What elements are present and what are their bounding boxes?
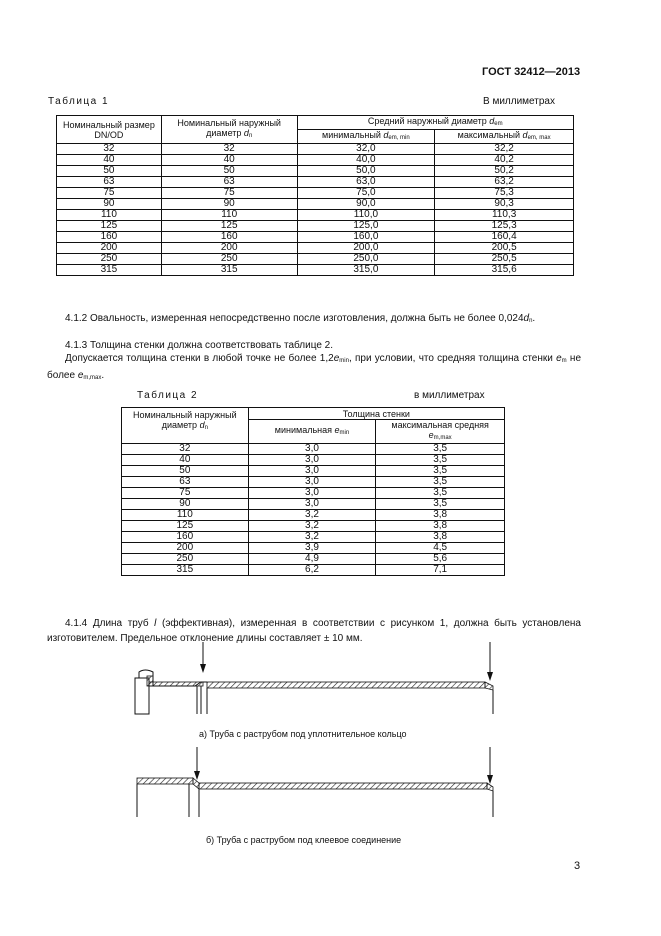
table-cell: 110 xyxy=(161,210,297,221)
figure-b-caption: б) Труба с раструбом под клеевое соединение xyxy=(206,835,402,845)
table-row xyxy=(122,477,505,488)
table-cell: 315,6 xyxy=(435,265,574,276)
figure-a-pipe-socket-ring xyxy=(125,640,505,725)
table-cell: 5,6 xyxy=(376,554,505,565)
paragraph-allowance: Допускается толщина стенки в любой точке не более $1,2e_{min}$, при условии, что средняя толщина стенки $e_m$ не более $e_{m,max}$. xyxy=(47,353,582,381)
table-row xyxy=(122,565,505,576)
table-cell: 75 xyxy=(161,188,297,199)
figure-a-caption: а) Труба с раструбом под уплотнительное кольцо xyxy=(199,729,407,739)
table1-units: В миллиметрах xyxy=(483,96,555,107)
table-cell: 40 xyxy=(122,455,249,466)
table-row xyxy=(57,155,574,166)
table-cell: 63,2 xyxy=(435,177,574,188)
table-cell: 125 xyxy=(57,221,162,232)
table-cell: 50,2 xyxy=(435,166,574,177)
table-cell: 4,9 xyxy=(248,554,376,565)
figure-b-pipe-socket-glue xyxy=(125,745,505,825)
table2-caption: Таблица 2 xyxy=(137,390,199,401)
table-cell: 75,0 xyxy=(297,188,435,199)
table-cell: 75 xyxy=(57,188,162,199)
table-cell: 125,0 xyxy=(297,221,435,232)
table-cell: 40 xyxy=(161,155,297,166)
table-row xyxy=(57,265,574,276)
table-cell: 3,0 xyxy=(248,466,376,477)
table-cell: 3,8 xyxy=(376,532,505,543)
table-cell: 110,0 xyxy=(297,210,435,221)
table-cell: 3,5 xyxy=(376,499,505,510)
table-row xyxy=(57,210,574,221)
table1-caption: Таблица 1 xyxy=(48,96,110,107)
table1-header-max: максимальный $d_{em, max}$ xyxy=(435,130,574,144)
table-cell: 4,5 xyxy=(376,543,505,554)
table-cell: 315 xyxy=(122,565,249,576)
table-cell: 3,9 xyxy=(248,543,376,554)
table1-header-nominal-outer: Номинальный наружный диаметр $d_n$ xyxy=(161,116,297,144)
table-cell: 32,2 xyxy=(435,144,574,155)
table1-header-nominal-size: Номинальный размер DN/OD xyxy=(57,116,162,144)
table-cell: 63,0 xyxy=(297,177,435,188)
table-cell: 40,2 xyxy=(435,155,574,166)
table-cell: 250,0 xyxy=(297,254,435,265)
table2-header-nominal-outer: Номинальный наружный диаметр $d_n$ xyxy=(122,408,249,444)
table-cell: 200 xyxy=(161,243,297,254)
table-row xyxy=(122,510,505,521)
table-cell: 90,0 xyxy=(297,199,435,210)
table-row xyxy=(57,199,574,210)
table-cell: 75 xyxy=(122,488,249,499)
table-cell: 90,3 xyxy=(435,199,574,210)
table-cell: 40,0 xyxy=(297,155,435,166)
table-row xyxy=(122,554,505,565)
table2-header-max: максимальная средняя $e_{m,max}$ xyxy=(376,420,505,444)
table-cell: 32 xyxy=(161,144,297,155)
table1 xyxy=(56,115,574,276)
table-cell: 50,0 xyxy=(297,166,435,177)
table-row xyxy=(122,444,505,455)
table-cell: 3,0 xyxy=(248,444,376,455)
table-row xyxy=(122,488,505,499)
table1-header-mean-outer: Средний наружный диаметр $d_{em}$ xyxy=(297,116,573,130)
table-cell: 3,5 xyxy=(376,466,505,477)
table-cell: 200,5 xyxy=(435,243,574,254)
table-cell: 3,5 xyxy=(376,488,505,499)
table-cell: 32,0 xyxy=(297,144,435,155)
table-cell: 160 xyxy=(122,532,249,543)
table-row xyxy=(57,221,574,232)
table-cell: 3,5 xyxy=(376,444,505,455)
table-cell: 160,0 xyxy=(297,232,435,243)
table-cell: 125 xyxy=(122,521,249,532)
table-row xyxy=(57,243,574,254)
table-row xyxy=(57,166,574,177)
paragraph-4-1-3: 4.1.3 Толщина стенки должна соответствовать таблице 2. xyxy=(65,340,334,351)
table-cell: 110 xyxy=(57,210,162,221)
table-cell: 200 xyxy=(57,243,162,254)
table-row xyxy=(57,144,574,155)
table-cell: 6,2 xyxy=(248,565,376,576)
table-cell: 110,3 xyxy=(435,210,574,221)
table-cell: 50 xyxy=(161,166,297,177)
table-cell: 50 xyxy=(122,466,249,477)
table-cell: 3,8 xyxy=(376,521,505,532)
table-cell: 250 xyxy=(122,554,249,565)
table-cell: 125 xyxy=(161,221,297,232)
table-row xyxy=(57,188,574,199)
standard-number: ГОСТ 32412—2013 xyxy=(482,66,581,78)
table-cell: 63 xyxy=(57,177,162,188)
table-cell: 50 xyxy=(57,166,162,177)
table-cell: 32 xyxy=(122,444,249,455)
table-row xyxy=(122,499,505,510)
table-row xyxy=(57,232,574,243)
table-cell: 32 xyxy=(57,144,162,155)
table-cell: 3,0 xyxy=(248,455,376,466)
table-cell: 63 xyxy=(161,177,297,188)
table-cell: 40 xyxy=(57,155,162,166)
table-cell: 315,0 xyxy=(297,265,435,276)
table-cell: 160,4 xyxy=(435,232,574,243)
table-row xyxy=(122,466,505,477)
table-cell: 63 xyxy=(122,477,249,488)
table-cell: 7,1 xyxy=(376,565,505,576)
table-cell: 160 xyxy=(161,232,297,243)
table-row xyxy=(122,455,505,466)
table2-units: в миллиметрах xyxy=(414,390,485,401)
paragraph-4-1-4: 4.1.4 Длина труб l (эффективная), измеренная в соответствии с рисунком 1, должна быть установлена изготовителем. Предельное отклонение длины составляет ± 10 мм. xyxy=(47,618,581,644)
table-cell: 3,8 xyxy=(376,510,505,521)
table-cell: 3,0 xyxy=(248,488,376,499)
table-row xyxy=(122,543,505,554)
table-row xyxy=(122,521,505,532)
table2-header-min: минимальная $e_{min}$ xyxy=(248,420,376,444)
table-cell: 250,5 xyxy=(435,254,574,265)
table-cell: 200 xyxy=(122,543,249,554)
table2 xyxy=(121,407,505,576)
table2-header-wall: Толщина стенки xyxy=(248,408,504,420)
table-cell: 3,2 xyxy=(248,521,376,532)
table-cell: 250 xyxy=(161,254,297,265)
table-cell: 75,3 xyxy=(435,188,574,199)
table-row xyxy=(57,254,574,265)
table1-header-min: минимальный $d_{em, min}$ xyxy=(297,130,435,144)
table-cell: 200,0 xyxy=(297,243,435,254)
table-row xyxy=(57,177,574,188)
paragraph-4-1-2: 4.1.2 Овальность, измеренная непосредственно после изготовления, должна быть не более $0,024d_n$. xyxy=(65,313,536,324)
table-cell: 3,2 xyxy=(248,510,376,521)
table-cell: 3,0 xyxy=(248,477,376,488)
table-row xyxy=(122,532,505,543)
table-cell: 3,5 xyxy=(376,477,505,488)
table-cell: 90 xyxy=(161,199,297,210)
table-cell: 3,5 xyxy=(376,455,505,466)
table-cell: 3,0 xyxy=(248,499,376,510)
table-cell: 110 xyxy=(122,510,249,521)
table-cell: 3,2 xyxy=(248,532,376,543)
table-cell: 250 xyxy=(57,254,162,265)
table-cell: 315 xyxy=(161,265,297,276)
table-cell: 125,3 xyxy=(435,221,574,232)
page-number: 3 xyxy=(574,860,581,872)
table-cell: 90 xyxy=(57,199,162,210)
table-cell: 90 xyxy=(122,499,249,510)
table-cell: 315 xyxy=(57,265,162,276)
table-cell: 160 xyxy=(57,232,162,243)
